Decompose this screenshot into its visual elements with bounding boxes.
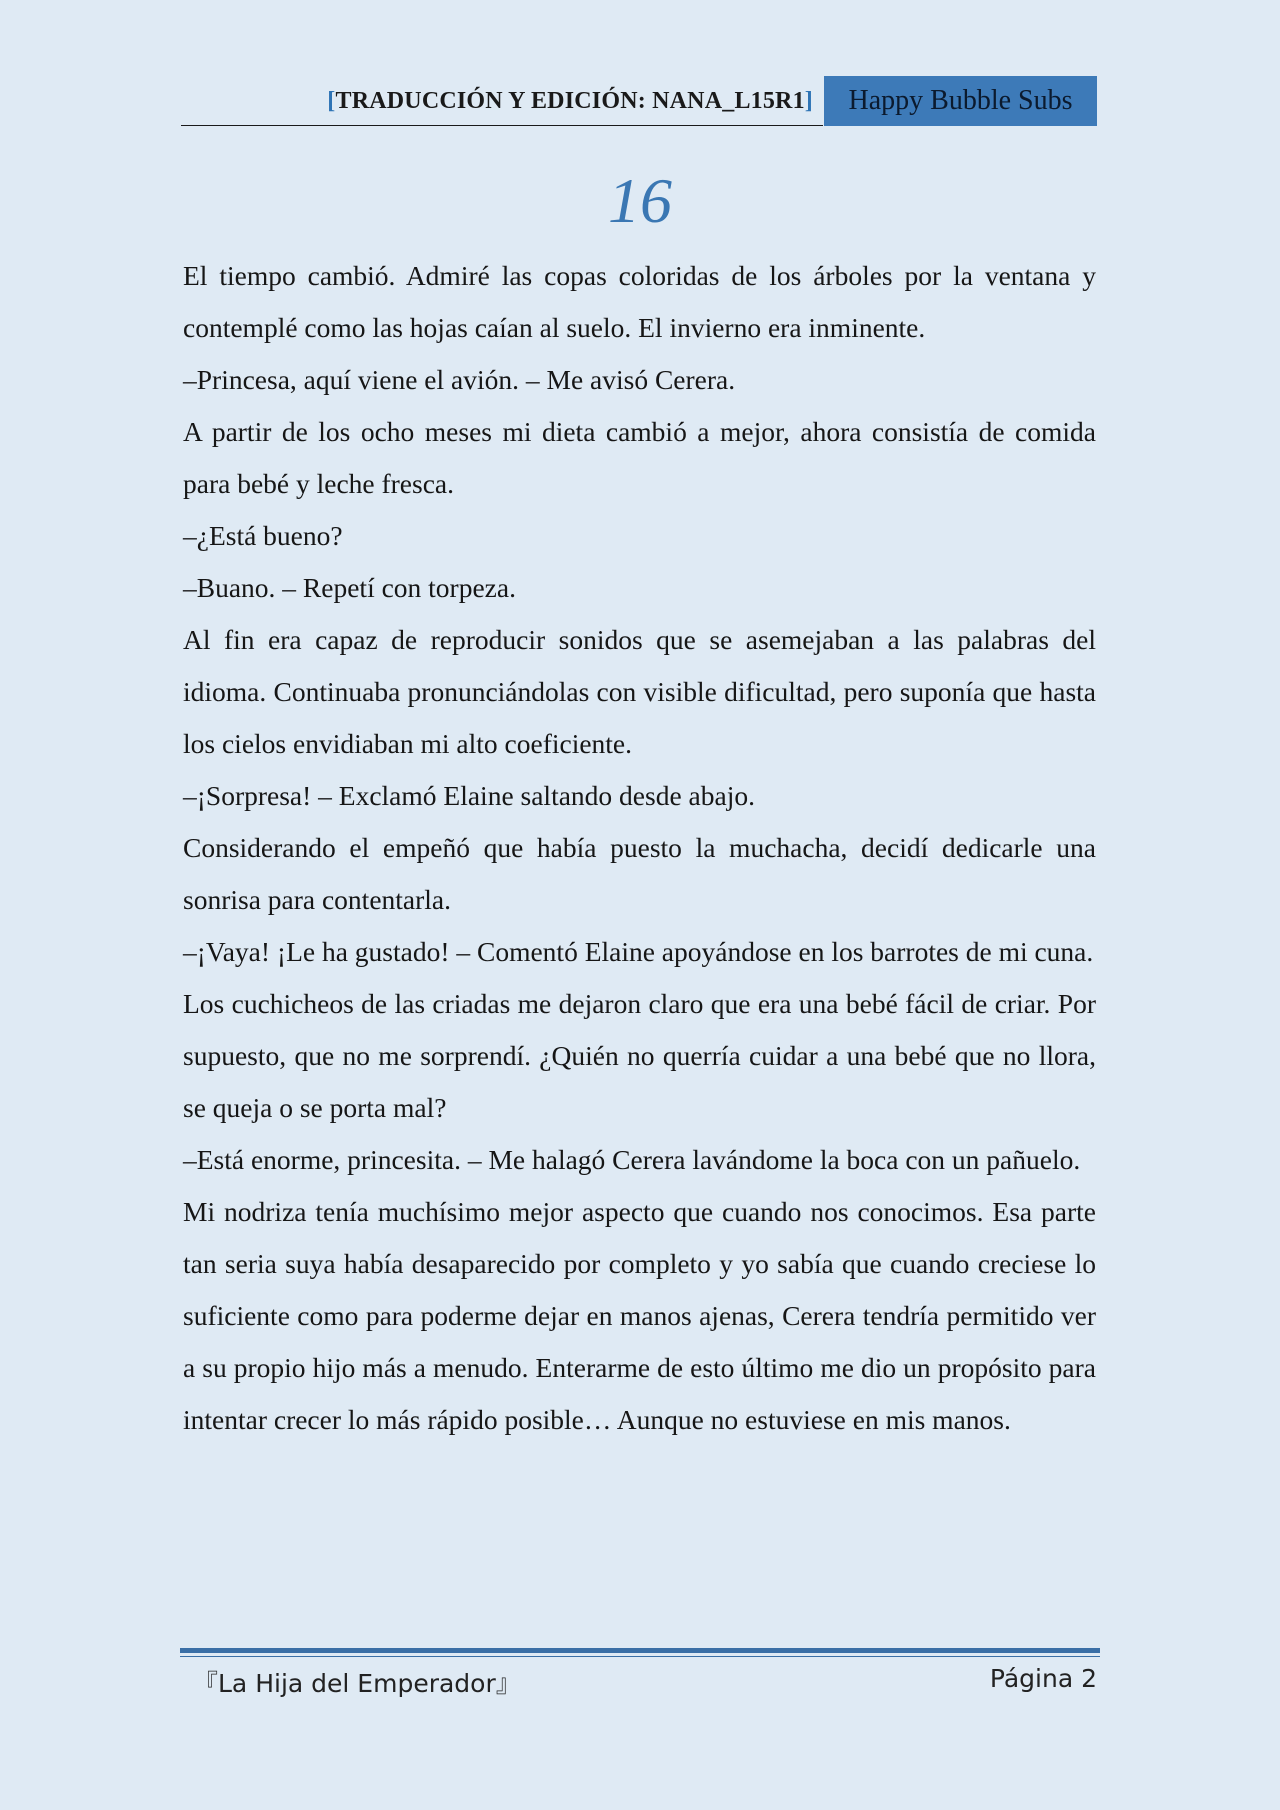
brand-label: Happy Bubble Subs bbox=[824, 76, 1097, 126]
paragraph: –Princesa, aquí viene el avión. – Me avisó Cerera. bbox=[183, 364, 736, 395]
credit-bracket-close: ] bbox=[804, 88, 813, 114]
page-number: Página 2 bbox=[989, 1664, 1097, 1693]
paragraph: A partir de los ocho meses mi dieta cambió a mejor, ahora consistía de comida para bebé y leche fresca. bbox=[183, 416, 1096, 499]
paragraph: Al fin era capaz de reproducir sonidos que se asemejaban a las palabras del idioma. Continuaba pronunciándolas con visible dificultad, pero suponía que hasta los cielos envidiaban mi alto coeficiente. bbox=[183, 624, 1096, 759]
paragraph: Considerando el empeñó que había puesto la muchacha, decidí dedicarle una sonrisa para contentarla. bbox=[183, 832, 1096, 915]
paragraph: –¿Está bueno? bbox=[183, 520, 343, 551]
header-rule bbox=[181, 125, 823, 126]
paragraph: –Buano. – Repetí con torpeza. bbox=[183, 572, 516, 603]
translation-credit bbox=[327, 88, 813, 115]
footer-rule bbox=[180, 1648, 1100, 1653]
paragraph: –¡Sorpresa! – Exclamó Elaine saltando desde abajo. bbox=[183, 780, 755, 811]
footer-book-title: 『La Hija del Emperador』 bbox=[193, 1669, 521, 1698]
paragraph: –¡Vaya! ¡Le ha gustado! – Comentó Elaine apoyándose en los barrotes de mi cuna. bbox=[183, 936, 1094, 967]
paragraph: Mi nodriza tenía muchísimo mejor aspecto que cuando nos conocimos. Esa parte tan seria suya había desaparecido por completo y yo sabía que cuando creciese lo suficiente como para poderme dejar en manos ajenas, Cerera tendría permitido ver a su propio hijo más a menudo. Enterarme de esto último me dio un propósito para intentar crecer lo más rápido posible… Aunque no estuviese en mis manos. bbox=[183, 1196, 1096, 1435]
credit-text: TRADUCCIÓN Y EDICIÓN: NANA_L15R1 bbox=[335, 88, 805, 114]
paragraph: El tiempo cambió. Admiré las copas coloridas de los árboles por la ventana y contemplé como las hojas caían al suelo. El invierno era inminente. bbox=[183, 260, 1096, 343]
credit-bracket-open: [ bbox=[327, 88, 336, 114]
page-header bbox=[181, 76, 1097, 126]
paragraph: Los cuchicheos de las criadas me dejaron claro que era una bebé fácil de criar. Por supuesto, que no me sorprendí. ¿Quién no querría cuidar a una bebé que no llora, se queja o se porta mal? bbox=[183, 988, 1096, 1123]
paragraph: –Está enorme, princesita. – Me halagó Cerera lavándome la boca con un pañuelo. bbox=[183, 1144, 1081, 1175]
footer-rule-thin bbox=[180, 1656, 1100, 1657]
chapter-number: 16 bbox=[608, 165, 672, 236]
body-text bbox=[183, 250, 1096, 1446]
